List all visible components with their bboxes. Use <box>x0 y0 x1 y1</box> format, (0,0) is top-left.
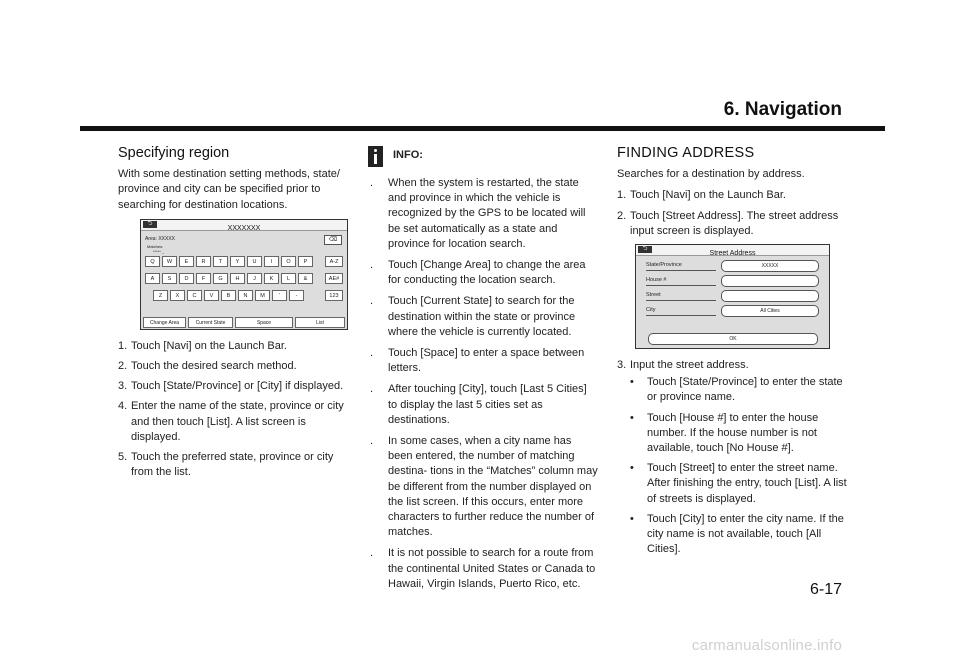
step-number: 5. <box>118 451 128 464</box>
key: L <box>281 273 296 284</box>
field-value: All Cities <box>721 305 819 317</box>
column-specifying-region <box>118 146 348 485</box>
keyboard-screen-illustration <box>140 219 348 330</box>
step-number: 3. <box>118 380 128 393</box>
bullet-icon: . <box>370 547 374 560</box>
field-label: City <box>646 305 716 316</box>
key: N <box>238 290 253 301</box>
step-number: 3. <box>617 359 627 372</box>
back-arrow-icon: ⮌ <box>638 246 652 253</box>
watermark: carmanualsonline.info <box>691 637 842 654</box>
finding-address-heading: FINDING ADDRESS <box>617 145 755 161</box>
change-area-button: Change Area <box>143 317 186 328</box>
list-item <box>118 399 348 445</box>
step-text: Touch the desired search method. <box>131 360 297 373</box>
key: T <box>213 256 228 267</box>
field-label: State/Province <box>646 260 716 271</box>
entry-field: ***** _ <box>153 248 165 254</box>
field-value <box>721 290 819 302</box>
key: AE# <box>325 273 343 284</box>
key: E <box>179 256 194 267</box>
step-number: 2. <box>118 360 128 373</box>
key: I <box>264 256 279 267</box>
key: 123 <box>325 290 343 301</box>
key: V <box>204 290 219 301</box>
list-item <box>630 461 847 507</box>
city-row <box>646 305 821 316</box>
list-item <box>630 512 847 558</box>
bullet-icon: . <box>370 295 374 308</box>
keyboard-screen-title: XXXXXXX <box>227 224 261 232</box>
key: R <box>196 256 211 267</box>
step-text: Touch [Street Address]. The street address input screen is displayed. <box>630 209 839 237</box>
key: A-Z <box>325 256 343 267</box>
back-arrow-icon: ⮌ <box>143 221 157 228</box>
step-number: 1. <box>617 189 627 202</box>
page-number: 6-17 <box>809 581 842 598</box>
key: H <box>230 273 245 284</box>
bullet-text: In some cases, when a city name has been entered, the number of matching destina- tions in the “Matches” column may be different from the number displayed on the list screen. If this occurs, enter more characters to further reduce the number of matches. <box>388 435 598 539</box>
bullet-text: Touch [Space] to enter a space between letters. <box>388 347 585 375</box>
current-state-button: Current State <box>188 317 233 328</box>
list-item <box>368 258 598 288</box>
address-screen-title: Street Address <box>709 250 756 258</box>
info-header <box>368 146 598 168</box>
matches-label: Matches: <box>147 243 164 249</box>
key: - <box>289 290 304 301</box>
specifying-region-heading: Specifying region <box>118 145 230 161</box>
finding-address-steps <box>617 188 847 239</box>
step-text: Touch [Navi] on the Launch Bar. <box>131 339 287 352</box>
bullet-text: Touch [House #] to enter the house number. If the house number is not available, touch [No House #]. <box>647 411 819 455</box>
specifying-region-intro: With some destination setting methods, state/ province and city can be specified prior to searching for destination locations. <box>118 168 340 211</box>
list-item <box>118 379 348 394</box>
house-number-row <box>646 275 821 286</box>
section-title: 6. Navigation <box>723 99 842 120</box>
list-button: List <box>295 317 345 328</box>
address-screen-topbar <box>636 245 829 256</box>
step-text: Touch the preferred state, province or city from the list. <box>131 451 334 479</box>
key: C <box>187 290 202 301</box>
bullet-text: When the system is restarted, the state and province in which the vehicle is recognized by the GPS to be located will be set automatically as a state and province for location search. <box>388 177 586 250</box>
space-button: Space <box>235 317 293 328</box>
key: Q <box>145 256 160 267</box>
key: Z <box>153 290 168 301</box>
bullet-icon: • <box>630 512 634 525</box>
list-item <box>118 339 348 354</box>
key: F <box>196 273 211 284</box>
list-item <box>118 359 348 374</box>
bullet-text: Touch [City] to enter the city name. If the city name is not available, touch [All Cities]. <box>647 512 844 556</box>
bullet-icon: • <box>630 411 634 424</box>
key: O <box>281 256 296 267</box>
key: & <box>298 273 313 284</box>
specifying-region-steps <box>118 339 348 481</box>
bullet-text: After touching [City], touch [Last 5 Cities] to display the last 5 cities set as destinations. <box>388 383 587 426</box>
list-item <box>368 294 598 340</box>
bullet-icon: • <box>630 462 634 475</box>
info-bullets <box>368 176 598 592</box>
field-value <box>721 275 819 287</box>
list-item <box>617 188 847 203</box>
key: ' <box>272 290 287 301</box>
state-province-row <box>646 260 821 271</box>
bullet-icon: • <box>630 376 634 389</box>
column-info <box>368 146 598 598</box>
info-icon <box>368 146 383 167</box>
step-text: Input the street address. <box>630 359 749 372</box>
step-text: Touch [State/Province] or [City] if displayed. <box>131 380 344 393</box>
area-label: Area: XXXXX <box>145 235 176 242</box>
step-number: 2. <box>617 209 627 222</box>
key: A <box>145 273 160 284</box>
list-item <box>368 346 598 376</box>
key: U <box>247 256 262 267</box>
finding-address-intro: Searches for a destination by address. <box>617 168 805 181</box>
address-sub-bullets <box>630 375 847 557</box>
bullet-text: Touch [State/Province] to enter the state or province name. <box>647 376 843 404</box>
field-label: House # <box>646 275 716 286</box>
list-item <box>617 358 847 373</box>
step-number: 4. <box>118 400 128 413</box>
bullet-icon: . <box>370 435 374 448</box>
list-item <box>368 434 598 540</box>
list-item <box>630 375 847 405</box>
bullet-icon: . <box>370 383 374 396</box>
key: P <box>298 256 313 267</box>
list-item <box>617 209 847 239</box>
list-item <box>368 382 598 428</box>
field-value: XXXXX <box>721 260 819 272</box>
list-item <box>368 176 598 252</box>
key: Y <box>230 256 245 267</box>
street-address-screen-illustration <box>635 244 830 349</box>
key: K <box>264 273 279 284</box>
ok-button: OK <box>648 333 818 345</box>
list-item <box>630 411 847 457</box>
finding-address-step3 <box>617 358 847 373</box>
info-label: INFO: <box>393 149 423 161</box>
list-item <box>368 546 598 592</box>
list-item <box>118 450 348 480</box>
key: J <box>247 273 262 284</box>
bullet-icon: . <box>370 259 374 272</box>
field-label: Street <box>646 290 716 301</box>
key: X <box>170 290 185 301</box>
street-row <box>646 290 821 301</box>
key: W <box>162 256 177 267</box>
key: D <box>179 273 194 284</box>
keyboard-screen-topbar <box>141 220 347 231</box>
bullet-text: Touch [Current State] to search for the destination within the state or province where the vehicle is currently located. <box>388 295 576 338</box>
header-rule <box>80 126 885 131</box>
delete-icon: ⌫ <box>324 235 342 245</box>
bullet-text: Touch [Change Area] to change the area for conducting the location search. <box>388 259 586 287</box>
bullet-text: Touch [Street] to enter the street name. After finishing the entry, touch [List]. A list of streets is displayed. <box>647 462 847 505</box>
step-number: 1. <box>118 339 128 352</box>
bullet-icon: . <box>370 347 374 360</box>
step-text: Enter the name of the state, province or city and then touch [List]. A list screen is displayed. <box>131 400 344 443</box>
bullet-text: It is not possible to search for a route from the continental United States or Canada to Hawaii, Virgin Islands, Puerto Rico, etc. <box>388 547 596 590</box>
key: S <box>162 273 177 284</box>
key: B <box>221 290 236 301</box>
column-finding-address <box>617 146 847 562</box>
key: M <box>255 290 270 301</box>
step-text: Touch [Navi] on the Launch Bar. <box>630 189 786 202</box>
key: G <box>213 273 228 284</box>
bullet-icon: . <box>370 177 374 189</box>
